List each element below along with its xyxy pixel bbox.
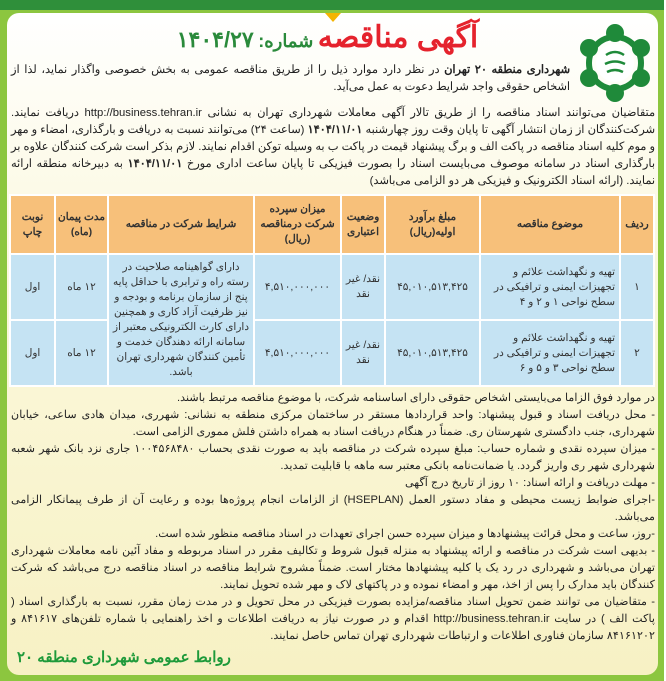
cell-subject: تهیه و نگهداشت علائم و تجهیزات ایمنی و ترافیکی در سطح نواحی ۳ و ۵ و ۶ <box>480 320 620 386</box>
note: - بدیهی است شرکت در مناقصه و ارائه پیشنهاد به منزله قبول شروط و تکالیف مقرر در اسناد مربوطه و مفاد آئین نامه معاملات شهرداری تهران می‌باشد و شهرداری در رد یک یا کلیه پیشنهادها مختار است. ضمناً مشروح شرایط مناقصه در اسناد مناقصه درج می‌باشد که شرکت کنندگان باید مدارک را پس از اخذ، مهر و امضاء نموده و در پاکتهای لاک و مهر شده تحویل نمایند. <box>11 545 655 591</box>
cell-estimate: ۴۵,۰۱۰,۵۱۳,۴۲۵ <box>385 320 480 386</box>
business-link[interactable]: http://business.tehran.ir <box>433 613 550 625</box>
col-header: شرایط شرکت در مناقصه <box>108 195 254 254</box>
cell-print: اول <box>10 254 55 320</box>
col-header: مدت پیمان (ماه) <box>55 195 108 254</box>
cell-print: اول <box>10 320 55 386</box>
text: به دبیرخانه منطقه ارائه نمایند. (ارائه اسناد الکترونیک و فیزیکی هر دو الزامی می‌باشد) <box>11 158 655 187</box>
text: دریافت نمایند. شرکت‌کنندگان از زمان انتشار آگهی تا پایان وقت روز چهارشنبه <box>11 107 656 136</box>
text: (ساعت ۲۴) می‌توانند نسبت به دریافت و بارگذاری، امضاء و مهر و موم کلیه اسناد مناقصه در پاکت الف و برگ پیشنهاد قیمت در پاکت ب به وسیله توکن اقدام نمایند. لازم بذکر است شرکت کنندگان علاوه بر بارگذاری اسناد در سامانه موصوف می‌بایست اسناد را بصورت فیزیکی تا پایان ساعت اداری مورخ <box>11 124 655 170</box>
deadline-date: ۱۴۰۴/۱۱/۰۱ <box>307 124 363 136</box>
cell-row: ۱ <box>620 254 654 320</box>
cell-estimate: ۴۵,۰۱۰,۵۱۳,۴۲۵ <box>385 254 480 320</box>
tender-table <box>9 194 655 387</box>
cell-row: ۲ <box>620 320 654 386</box>
ad-title <box>11 19 655 62</box>
instructions-paragraph <box>11 105 655 190</box>
col-header: موضوع مناقصه <box>480 195 620 254</box>
intro-text: در نظر دارد موارد ذیل را از طریق مناقصه عمومی به بخش خصوصی واگذار نماید، لذا از اشخاص حقوقی واجد شرایط دعوت به عمل می‌آید. <box>11 64 570 93</box>
note: - مهلت دریافت و ارائه اسناد: ۱۰ روز از تاریخ درج آگهی <box>404 477 655 489</box>
business-link[interactable]: http://business.tehran.ir <box>84 107 202 119</box>
cell-credit: نقد/ غیر نقد <box>341 254 385 320</box>
table-row <box>10 320 654 386</box>
deadline-date: ۱۴۰۴/۱۱/۰۱ <box>127 158 183 170</box>
text: متقاضیان می‌توانند اسناد مناقصه را از طریق تالار آگهی معاملات شهرداری تهران به نشانی <box>201 107 655 119</box>
note: - محل دریافت اسناد و قبول پیشنهاد: واحد قراردادها مستقر در ساختمان مرکزی منطقه به نشانی: شهرری، میدان هادی ساعی، خیابان شهرداری، جنب دادگستری شهرستان ری. ضمناً در هنگام دریافت اسناد به همراه داشتن فلش مموری الزامی است. <box>11 409 655 438</box>
tehran-municipality-logo <box>578 23 652 103</box>
cell-conditions: دارای گواهینامه صلاحیت در رسته راه و ترابری با حداقل پایه پنج از سازمان برنامه و بودجه و نیز ظرفیت آزاد کاری و همچنین دارای کارت الکترونیکی معتبر از سامانه ارائه دهندگان خدمت و تأمین کنندگان شهرداری تهران باشد. <box>108 254 254 386</box>
triangle-marker-icon <box>325 13 341 22</box>
table-header-row <box>10 195 654 254</box>
tender-number: ۱۴۰۴/۲۷ <box>176 27 254 52</box>
cell-deposit: ۴,۵۱۰,۰۰۰,۰۰۰ <box>254 320 341 386</box>
text: اقدام و در صورت نیاز به دریافت اطلاعات و اخذ راهنمایی با شماره تلفن‌های ۸۴۱۶۱۷ و ۸۴۱۶۱۲۰۲ سازمان فناوری اطلاعات و ارتباطات شهرداری تهران تماس حاصل نمایند. <box>11 613 655 642</box>
col-header: نوبت چاپ <box>10 195 55 254</box>
cell-credit: نقد/ غیر نقد <box>341 320 385 386</box>
text: - متقاضیان می توانند ضمن تحویل اسناد مناقصه/مزایده بصورت فیزیکی در محل تحویل و در مدت زمان مقرر، نسبت به بارگذاری اسناد ( پاکت الف ) در سایت <box>11 596 655 625</box>
cell-subject: تهیه و نگهداشت علائم و تجهیزات ایمنی و ترافیکی در سطح نواحی ۱ و ۲ و ۴ <box>480 254 620 320</box>
ad-content <box>7 13 658 675</box>
cell-duration: ۱۲ ماه <box>55 254 108 320</box>
note: -روز، ساعت و محل قرائت پیشنهادها و میزان سپرده حسن اجرای تعهدات در اسناد مناقصه منظور شده است. <box>155 528 655 540</box>
title-text: آگهی مناقصه <box>317 21 479 54</box>
note: -اجرای ضوابط زیست محیطی و مفاد دستور العمل (HSEPLAN) از الزامات انجام پروژه‌ها بوده و رعایت آن از طرف پیمانکار الزامی می‌باشد. <box>11 494 655 523</box>
note: - میزان سپرده نقدی و شماره حساب: مبلغ سپرده شرکت در مناقصه باید به صورت نقدی بحساب ۱۰۰۴۵۶۸۴۸۰ جاری نزد بانک شهر شعبه شهرداری شهر ری واریز گردد. یا ضمانت‌نامه بانکی معتبر سه ماهه با قابلیت تمدید. <box>11 443 655 472</box>
note <box>11 594 655 645</box>
cell-duration: ۱۲ ماه <box>55 320 108 386</box>
signature: روابط عمومی شهرداری منطقه ۲۰ <box>17 649 231 666</box>
municipality-name: شهرداری منطقه ۲۰ تهران <box>444 64 570 76</box>
cell-deposit: ۴,۵۱۰,۰۰۰,۰۰۰ <box>254 254 341 320</box>
note: در موارد فوق الزاما می‌بایستی اشخاص حقوقی دارای اساسنامه شرکت، با موضوع مناقصه مرتبط باشند. <box>177 392 655 404</box>
col-header: مبلغ برآورد اولیه(ریال) <box>385 195 480 254</box>
table-row <box>10 254 654 320</box>
col-header: ردیف <box>620 195 654 254</box>
col-header: میزان سپرده شرکت درمناقصه (ریال) <box>254 195 341 254</box>
intro-paragraph <box>11 62 655 102</box>
col-header: وضعیت اعتباری <box>341 195 385 254</box>
number-label: شماره: <box>258 31 314 51</box>
